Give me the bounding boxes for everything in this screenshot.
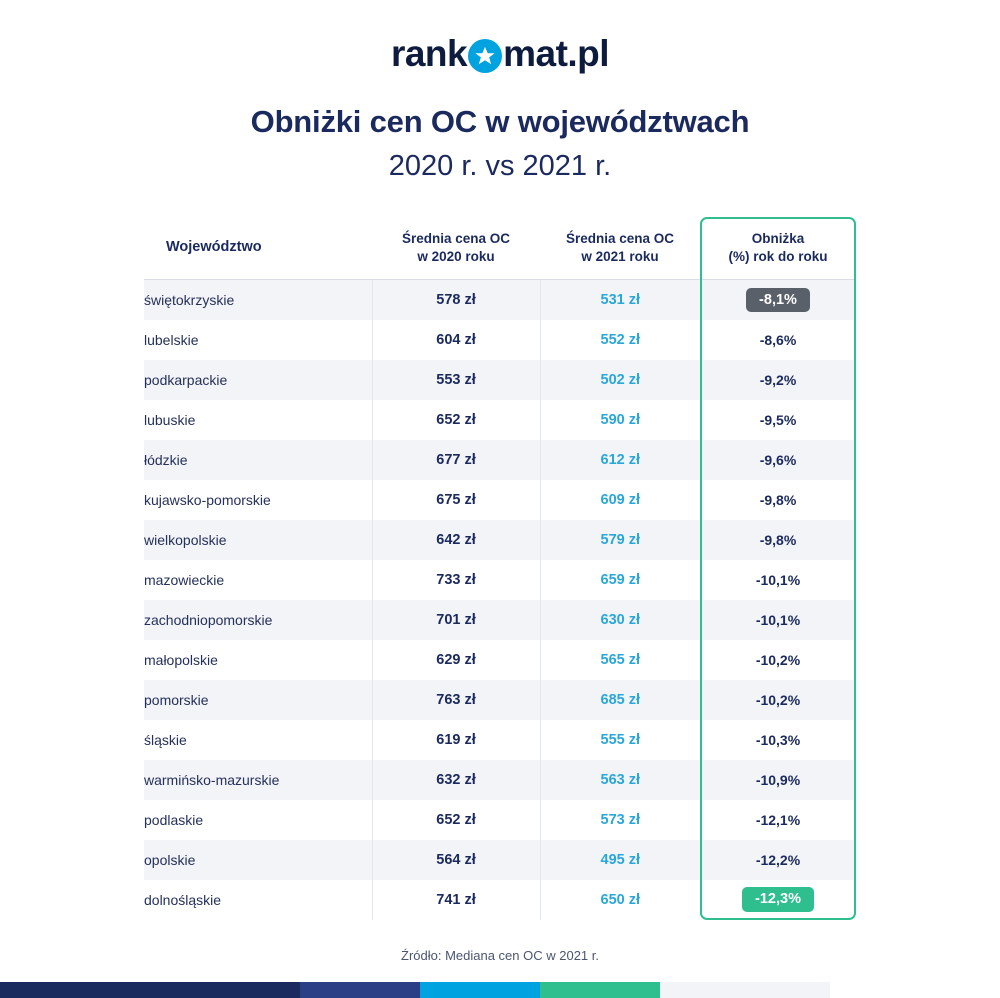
table-row — [144, 680, 856, 720]
cell-drop-percent: -10,1% — [700, 600, 856, 640]
cell-price-2021: 563 zł — [540, 760, 700, 800]
column-header-2021-line2: w 2021 roku — [581, 249, 659, 264]
page-title: Obniżki cen OC w województwach — [250, 104, 750, 139]
table-row — [144, 880, 856, 920]
cell-region: lubuskie — [144, 400, 372, 440]
cell-price-2020: 578 zł — [372, 280, 540, 320]
cell-price-2021: 630 zł — [540, 600, 700, 640]
cell-price-2020: 741 zł — [372, 880, 540, 920]
cell-price-2021: 659 zł — [540, 560, 700, 600]
cell-region: wielkopolskie — [144, 520, 372, 560]
cell-drop-percent: -10,1% — [700, 560, 856, 600]
cell-drop-percent: -9,8% — [700, 520, 856, 560]
table-row — [144, 600, 856, 640]
table-header-row — [144, 217, 856, 280]
cell-drop-percent: -12,2% — [700, 840, 856, 880]
cell-region: dolnośląskie — [144, 880, 372, 920]
table-row — [144, 720, 856, 760]
column-header-2021 — [540, 217, 700, 280]
cell-price-2020: 553 zł — [372, 360, 540, 400]
cell-region: śląskie — [144, 720, 372, 760]
cell-drop-percent: -9,5% — [700, 400, 856, 440]
column-header-2021-line1: Średnia cena OC — [565, 230, 675, 246]
column-header-region — [144, 217, 372, 280]
cell-drop-percent — [700, 880, 856, 920]
cell-drop-percent: -9,2% — [700, 360, 856, 400]
cell-drop-percent: -10,2% — [700, 640, 856, 680]
cell-region: pomorskie — [144, 680, 372, 720]
page-subtitle: 2020 r. vs 2021 r. — [388, 150, 612, 182]
stripe-segment — [540, 982, 660, 998]
table-row — [144, 280, 856, 320]
stripe-segment — [420, 982, 540, 998]
table-row — [144, 320, 856, 360]
column-header-2020-line1: Średnia cena OC — [401, 230, 511, 246]
cell-region: mazowieckie — [144, 560, 372, 600]
cell-price-2020: 652 zł — [372, 400, 540, 440]
cell-price-2020: 701 zł — [372, 600, 540, 640]
cell-price-2020: 763 zł — [372, 680, 540, 720]
brand-name-right: mat.pl — [503, 33, 610, 74]
cell-price-2021: 573 zł — [540, 800, 700, 840]
brand-logo — [391, 32, 609, 76]
cell-drop-percent — [700, 280, 856, 320]
table-header — [144, 217, 856, 280]
table-row — [144, 440, 856, 480]
cell-price-2020: 629 zł — [372, 640, 540, 680]
cell-drop-percent: -10,2% — [700, 680, 856, 720]
table-row — [144, 560, 856, 600]
cell-drop-percent: -12,1% — [700, 800, 856, 840]
stripe-segment — [830, 982, 1000, 998]
brand-name-left: rank — [390, 33, 468, 74]
cell-region: podkarpackie — [144, 360, 372, 400]
cell-price-2021: 552 zł — [540, 320, 700, 360]
column-header-2020-line2: w 2020 roku — [417, 249, 495, 264]
column-header-drop-line2: (%) rok do roku — [728, 249, 828, 264]
comparison-table-wrapper — [144, 217, 856, 920]
cell-drop-percent: -9,6% — [700, 440, 856, 480]
column-header-2020 — [372, 217, 540, 280]
cell-price-2020: 564 zł — [372, 840, 540, 880]
cell-price-2021: 495 zł — [540, 840, 700, 880]
table-row — [144, 360, 856, 400]
cell-price-2020: 733 zł — [372, 560, 540, 600]
comparison-table — [144, 217, 856, 920]
cell-price-2021: 555 zł — [540, 720, 700, 760]
cell-price-2021: 612 zł — [540, 440, 700, 480]
cell-drop-percent: -10,9% — [700, 760, 856, 800]
column-header-region-label: Województwo — [166, 239, 262, 256]
cell-drop-percent: -10,3% — [700, 720, 856, 760]
cell-price-2020: 604 zł — [372, 320, 540, 360]
cell-drop-percent: -9,8% — [700, 480, 856, 520]
cell-price-2021: 650 zł — [540, 880, 700, 920]
stripe-segment — [660, 982, 830, 998]
cell-region: łódzkie — [144, 440, 372, 480]
cell-region: małopolskie — [144, 640, 372, 680]
table-row — [144, 640, 856, 680]
cell-price-2020: 619 zł — [372, 720, 540, 760]
cell-price-2021: 579 zł — [540, 520, 700, 560]
stripe-segment — [300, 982, 420, 998]
brand-logo-text — [391, 33, 609, 75]
table-body — [144, 280, 856, 920]
cell-price-2020: 675 zł — [372, 480, 540, 520]
table-row — [144, 840, 856, 880]
cell-price-2021: 565 zł — [540, 640, 700, 680]
source-note: Źródło: Mediana cen OC w 2021 r. — [401, 947, 599, 963]
table-row — [144, 760, 856, 800]
cell-region: podlaskie — [144, 800, 372, 840]
cell-drop-percent: -8,6% — [700, 320, 856, 360]
cell-price-2020: 632 zł — [372, 760, 540, 800]
cell-price-2021: 502 zł — [540, 360, 700, 400]
cell-price-2020: 652 zł — [372, 800, 540, 840]
table-row — [144, 400, 856, 440]
cell-price-2021: 590 zł — [540, 400, 700, 440]
cell-price-2021: 531 zł — [540, 280, 700, 320]
cell-price-2020: 677 zł — [372, 440, 540, 480]
cell-region: zachodniopomorskie — [144, 600, 372, 640]
table-row — [144, 480, 856, 520]
drop-badge: -8,1% — [746, 288, 810, 313]
drop-badge: -12,3% — [742, 887, 814, 912]
cell-price-2021: 609 zł — [540, 480, 700, 520]
column-header-drop-line1: Obniżka — [751, 230, 805, 246]
column-header-drop — [700, 217, 856, 280]
cell-region: opolskie — [144, 840, 372, 880]
table-row — [144, 520, 856, 560]
table-row — [144, 800, 856, 840]
stripe-segment — [0, 982, 300, 998]
cell-region: lubelskie — [144, 320, 372, 360]
cell-price-2020: 642 zł — [372, 520, 540, 560]
cell-price-2021: 685 zł — [540, 680, 700, 720]
cell-region: kujawsko-pomorskie — [144, 480, 372, 520]
cell-region: świętokrzyskie — [144, 280, 372, 320]
star-icon — [468, 39, 502, 73]
bottom-color-stripe — [0, 982, 1000, 998]
cell-region: warmińsko-mazurskie — [144, 760, 372, 800]
